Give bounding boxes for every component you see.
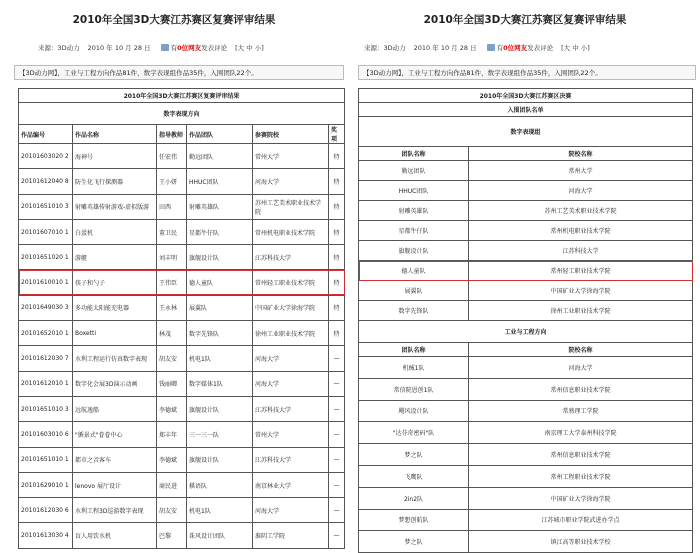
table-cell: — <box>329 472 345 497</box>
table-cell: 三一三一队 <box>187 422 253 447</box>
article-summary: 【3D动力网】，工业与工程方向作品81件，数字表现组作品35件，入围团队22个。 <box>14 65 344 80</box>
table-row <box>19 144 345 169</box>
table-cell: 田西 <box>157 194 187 219</box>
source-value: 3D动力 <box>57 44 80 52</box>
table-cell: 飓风设计队 <box>359 400 469 422</box>
table-cell: 林茂 <box>157 321 187 346</box>
table-row <box>359 378 693 400</box>
table-cell: HHUC团队 <box>359 181 469 201</box>
column-header: 院校名称 <box>469 147 693 161</box>
table-row <box>359 422 693 444</box>
table-cell: HHUC团队 <box>187 169 253 194</box>
article-title: 2010年全国3D大赛江苏赛区复赛评审结果 <box>72 14 276 26</box>
comment-icon <box>487 44 495 51</box>
column-header: 作品团队 <box>187 125 253 144</box>
table-row <box>19 245 345 270</box>
comments-link[interactable]: 发表评论 <box>527 44 554 52</box>
table-cell: — <box>329 523 345 548</box>
table-row <box>359 221 693 241</box>
table-cell: 旗舰设计队 <box>187 447 253 472</box>
table-cell: 常州机电职业技术学院 <box>469 221 693 241</box>
column-header: 团队名称 <box>359 343 469 357</box>
table-cell: 多功能太阳能充电器 <box>73 295 157 320</box>
table-cell: 南京理工大学泰州科技学院 <box>469 422 693 444</box>
table-row <box>359 201 693 221</box>
table-cell: 20101603020 2 <box>19 144 73 169</box>
table-cell: 筷子和勺子 <box>73 270 157 295</box>
finalists-table <box>358 88 693 553</box>
table-cell: 常州轻工职业技术学院 <box>253 270 329 295</box>
table-cell: 射雕英雄队 <box>359 201 469 221</box>
article-meta <box>364 43 590 52</box>
table-cell: 20101651020 1 <box>19 245 73 270</box>
table-cell: 河海大学 <box>469 181 693 201</box>
comments-link[interactable]: 发表评论 <box>201 44 228 52</box>
table-cell: 商民进 <box>157 472 187 497</box>
table-cell: 常州信息职业技术学院 <box>469 444 693 466</box>
publish-date: 2010 年 10 月 28 日 <box>413 44 477 52</box>
table-cell: 镇江高等职业技术学校 <box>469 531 693 553</box>
table-cell: 星都牛仔队 <box>359 221 469 241</box>
table-cell: 河海大学 <box>253 169 329 194</box>
table-cell: 数字先锋队 <box>359 301 469 321</box>
table-cell: "循景式"眷眷中心 <box>73 422 157 447</box>
table-cell: 淮阴工学院 <box>253 523 329 548</box>
table-cell: 江苏城市职业学院武进办学点 <box>469 509 693 531</box>
table-cell: — <box>329 447 345 472</box>
table-cell: 苏州工艺美术职业技术学院 <box>469 201 693 221</box>
table-row <box>359 161 693 181</box>
table-cell: 20101610010 1 <box>19 270 73 295</box>
table-cell: 董卫民 <box>157 219 187 244</box>
column-header: 参赛院校 <box>253 125 329 144</box>
table-cell: 梦想创航队 <box>359 509 469 531</box>
table-cell: 数字先锋队 <box>187 321 253 346</box>
table-cell: 常州机电职业技术学院 <box>253 219 329 244</box>
table-cell: 诛风设计团队 <box>187 523 253 548</box>
table-row <box>19 169 345 194</box>
table-header-row <box>19 125 345 144</box>
table-row <box>359 509 693 531</box>
table-row <box>19 523 345 548</box>
table-row <box>359 241 693 261</box>
table-cell: 德人童队 <box>187 270 253 295</box>
table-row <box>19 270 345 295</box>
table-cell: 2in2队 <box>359 487 469 509</box>
table-cell: 20101603010 6 <box>19 422 73 447</box>
table-cell: 飞鹰队 <box>359 465 469 487</box>
table-cell: 特 <box>329 144 345 169</box>
table-cell: — <box>329 396 345 421</box>
column-header: 作品编号 <box>19 125 73 144</box>
table-row <box>359 261 693 281</box>
table-cell: 常州工程职业技术学院 <box>469 465 693 487</box>
table-cell: 特 <box>329 194 345 219</box>
table-cell: 20101612030 7 <box>19 346 73 371</box>
table-cell: 特 <box>329 270 345 295</box>
table-cell: 刘丰明 <box>157 245 187 270</box>
table-cell: 胡友安 <box>157 346 187 371</box>
table-cell: 中国矿业大学徐海学院 <box>253 295 329 320</box>
table-cell: 河海大学 <box>253 371 329 396</box>
source-label: 来源： <box>364 44 384 52</box>
table-row <box>19 498 345 523</box>
table-cell: 王伟臣 <box>157 270 187 295</box>
comments-prefix: 有 <box>496 44 504 52</box>
table-cell: 中国矿业大学徐海学院 <box>469 487 693 509</box>
table-cell: 特 <box>329 169 345 194</box>
table-header-row <box>359 147 693 161</box>
section-heading: 数字表现组 <box>359 117 693 147</box>
table-cell: — <box>329 371 345 396</box>
comments-mid: 位网友 <box>507 44 528 52</box>
table-cell: 任宏伟 <box>157 144 187 169</box>
table-row <box>19 472 345 497</box>
table-row <box>19 194 345 219</box>
table-cell: 20101612010 1 <box>19 371 73 396</box>
comments-count[interactable]: 0 <box>177 43 182 52</box>
table-cell: 机电1队 <box>187 498 253 523</box>
table-row <box>359 444 693 466</box>
column-header: 指导教师 <box>157 125 187 144</box>
column-header: 团队名称 <box>359 147 469 161</box>
table-title: 2010年全国3D大赛江苏赛区复赛评审结果 <box>19 89 345 103</box>
table-cell: 江苏科技大学 <box>253 447 329 472</box>
table-cell: 常州大学 <box>253 422 329 447</box>
table-cell: 勤远团队 <box>359 161 469 181</box>
table-cell: 南京林业大学 <box>253 472 329 497</box>
table-cell: 中国矿业大学徐海学院 <box>469 281 693 301</box>
table-row <box>359 531 693 553</box>
table-cell: 数字化会展3D演示动画 <box>73 371 157 396</box>
table-cell: — <box>329 498 345 523</box>
table-cell: 梦之队 <box>359 531 469 553</box>
table-cell: lenovo 展厅设计 <box>73 472 157 497</box>
table-cell: 江苏科技大学 <box>469 241 693 261</box>
source-label: 来源： <box>38 44 58 52</box>
table-cell: 防生化飞行探测器 <box>73 169 157 194</box>
table-cell: 王永林 <box>157 295 187 320</box>
font-size-switcher[interactable]: [大 中 小] <box>561 44 590 52</box>
table-cell: 江苏科技大学 <box>253 245 329 270</box>
table-cell: 特 <box>329 295 345 320</box>
table-cell: 特 <box>329 219 345 244</box>
comments-count[interactable]: 0 <box>503 43 508 52</box>
table-subtitle: 数字表现方向 <box>19 103 345 125</box>
table-row <box>19 295 345 320</box>
table-cell: 梦之队 <box>359 444 469 466</box>
table-cell: "达芬奇密码"队 <box>359 422 469 444</box>
table-cell: 旗舰设计队 <box>187 396 253 421</box>
table-cell: 巴黎 <box>157 523 187 548</box>
table-cell: 星都牛仔队 <box>187 219 253 244</box>
table-row <box>359 181 693 201</box>
table-row <box>19 447 345 472</box>
table-row <box>359 465 693 487</box>
table-cell: 常州轻工职业技术学院 <box>469 261 693 281</box>
comments-mid: 位网友 <box>181 44 202 52</box>
table-cell: 水利工程运行仿真数字表现 <box>73 346 157 371</box>
table-cell: 江苏科技大学 <box>253 396 329 421</box>
table-cell: 机械1队 <box>359 357 469 379</box>
column-header: 作品名称 <box>73 125 157 144</box>
table-cell: 20101607010 1 <box>19 219 73 244</box>
table-row <box>19 219 345 244</box>
table-cell: 20101629010 1 <box>19 472 73 497</box>
table-cell: — <box>329 422 345 447</box>
table-cell: 特 <box>329 321 345 346</box>
comments-prefix: 有 <box>170 44 178 52</box>
table-cell: 河海大学 <box>253 346 329 371</box>
right-article <box>350 0 700 551</box>
table-cell: 棋语队 <box>187 472 253 497</box>
table-row <box>359 400 693 422</box>
left-article <box>0 0 348 551</box>
table-cell: 李德斌 <box>157 447 187 472</box>
table-cell: 胡友安 <box>157 498 187 523</box>
table-cell: 李德斌 <box>157 396 187 421</box>
results-table <box>18 88 345 549</box>
table-cell: 水利工程3D巡游数字表现 <box>73 498 157 523</box>
table-cell: 远航逸船 <box>73 396 157 421</box>
article-summary: 【3D动力网】，工业与工程方向作品81件，数字表现组作品35件，入围团队22个。 <box>358 65 696 80</box>
table-cell: 20101651010 1 <box>19 447 73 472</box>
table-cell: 游艇 <box>73 245 157 270</box>
table-cell: 展翼队 <box>187 295 253 320</box>
table-cell: 苏州工艺美术职业技术学院 <box>253 194 329 219</box>
table-cell: 常熟理工学院 <box>469 400 693 422</box>
table-cell: 常州大学 <box>469 161 693 181</box>
table-cell: 河海大学 <box>253 498 329 523</box>
table-title: 2010年全国3D大赛江苏赛区决赛 <box>359 89 693 103</box>
article-title: 2010年全国3D大赛江苏赛区复赛评审结果 <box>423 14 627 26</box>
table-cell: 常州信息职业技术学院 <box>469 378 693 400</box>
table-cell: 20101651010 3 <box>19 396 73 421</box>
table-cell: 旗舰设计队 <box>187 245 253 270</box>
table-cell: 20101649030 3 <box>19 295 73 320</box>
table-cell: 盲人用饮水机 <box>73 523 157 548</box>
table-cell: 特 <box>329 245 345 270</box>
table-cell: 数字媒体1队 <box>187 371 253 396</box>
article-meta <box>38 43 264 52</box>
table-cell: 徐州工业职业技术学院 <box>253 321 329 346</box>
table-cell: 德人童队 <box>359 261 469 281</box>
table-cell: 常信院恩创1队 <box>359 378 469 400</box>
table-cell: 20101612040 8 <box>19 169 73 194</box>
table-cell: 郑丰年 <box>157 422 187 447</box>
table-cell: 河海大学 <box>469 357 693 379</box>
table-cell: 20101613030 4 <box>19 523 73 548</box>
table-cell: 王小妍 <box>157 169 187 194</box>
source-value: 3D动力 <box>383 44 406 52</box>
table-cell: 展翼队 <box>359 281 469 301</box>
table-cell: 白蛋机 <box>73 219 157 244</box>
table-row <box>359 357 693 379</box>
publish-date: 2010 年 10 月 28 日 <box>87 44 151 52</box>
table-cell: 海神号 <box>73 144 157 169</box>
table-row <box>19 422 345 447</box>
column-header: 院校名称 <box>469 343 693 357</box>
column-header: 奖项 <box>329 125 345 144</box>
table-cell: 20101651010 3 <box>19 194 73 219</box>
section-heading: 工业与工程方向 <box>359 321 693 343</box>
table-cell: 勤远团队 <box>187 144 253 169</box>
table-cell: 旗舰设计队 <box>359 241 469 261</box>
table-cell: 20101612030 6 <box>19 498 73 523</box>
table-header-row <box>359 343 693 357</box>
table-row <box>359 487 693 509</box>
table-row <box>359 301 693 321</box>
font-size-switcher[interactable]: [大 中 小] <box>235 44 264 52</box>
table-cell: 徐州工业职业技术学院 <box>469 301 693 321</box>
table-subtitle: 入围团队名单 <box>359 103 693 117</box>
table-cell: Boxetti <box>73 321 157 346</box>
table-row <box>19 371 345 396</box>
table-cell: 常州大学 <box>253 144 329 169</box>
comment-icon <box>161 44 169 51</box>
table-cell: 都市之音客车 <box>73 447 157 472</box>
table-row <box>359 281 693 301</box>
table-row <box>19 346 345 371</box>
table-cell: 机电1队 <box>187 346 253 371</box>
table-row <box>19 396 345 421</box>
table-cell: 射雕英雄传射游戏-虚拟版游 <box>73 194 157 219</box>
table-cell: — <box>329 346 345 371</box>
table-cell: 射雕英雄队 <box>187 194 253 219</box>
table-cell: 20101652010 1 <box>19 321 73 346</box>
table-cell: 钱丽卿 <box>157 371 187 396</box>
table-row <box>19 321 345 346</box>
